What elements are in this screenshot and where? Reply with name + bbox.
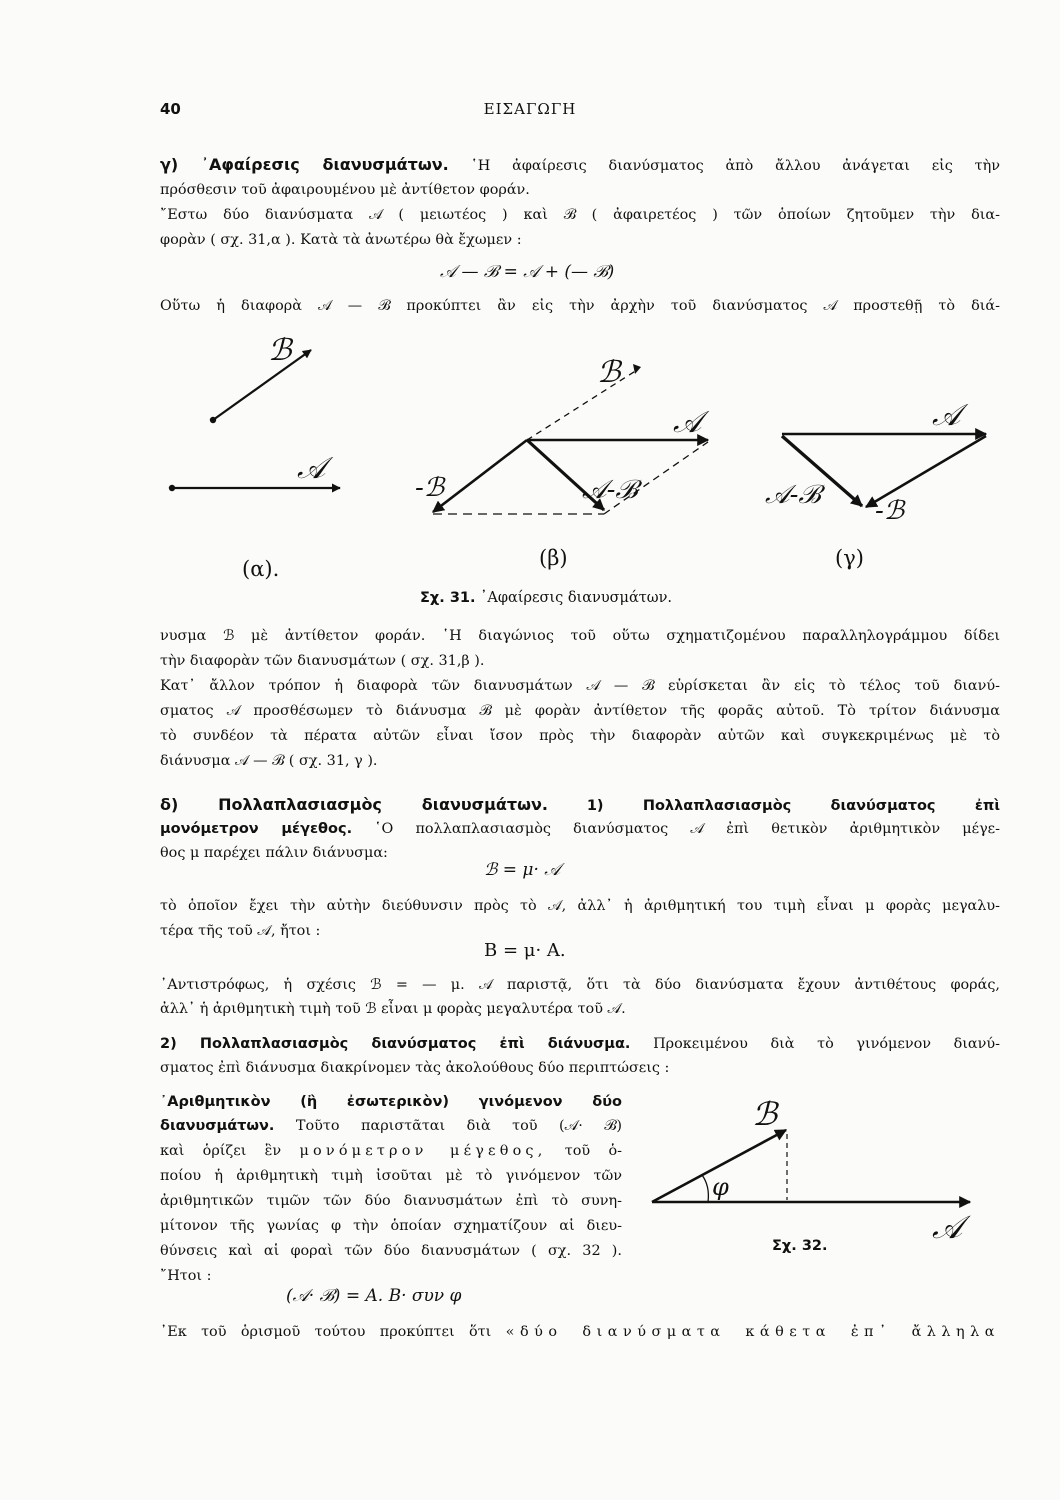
section-d-heading: δ) Πολλαπλασιασμὸς διανυσμάτων. — [160, 795, 548, 814]
equation-magnitude: B = μ· A. — [484, 940, 566, 961]
figure-32-caption-number: Σχ. 32. — [772, 1238, 828, 1254]
equation-scalar-multiple: ℬ = μ· 𝒜 — [484, 860, 561, 880]
section-d-sub1-heading-a: 1) Πολλαπλασιασμὸς διανύσματος ἐπὶ — [586, 798, 1001, 814]
section-d-sub2-heading: 2) Πολλαπλασιασμὸς διανύσματος ἐπὶ διάνυσμα. — [160, 1036, 631, 1052]
spaced-text: μονόμετρον μέγεθος, — [299, 1143, 547, 1159]
scalar-line-3 — [160, 1141, 622, 1161]
section-d-line-5: τέρα τῆς τοῦ 𝒜, ἤτοι : — [160, 923, 321, 939]
equation-subtraction: 𝒜 — ℬ = 𝒜 + (— ℬ) — [440, 262, 615, 282]
scalar-product-heading-a: ᾿Αριθμητικὸν (ἢ ἐσωτερικὸν) γινόμενον δύο — [160, 1094, 622, 1110]
section-c-line-2: πρόσθεσιν τοῦ ἀφαιρουμένου μὲ ἀντίθετον φοράν. — [160, 182, 530, 198]
fig31c-label-minus-B: -ℬ — [875, 496, 905, 526]
section-c-line-3: ῎Εστω δύο διανύσματα 𝒜 ( μειωτέος ) καὶ ℬ ( ἀφαιρετέος ) τῶν ὁποίων ζητοῦμεν τὴν δια- — [160, 207, 1000, 223]
fig31a-vector-B — [213, 350, 311, 420]
text-span: ῾Ο πολλαπλασιασμὸς διανύσματος 𝒜 ἐπὶ θετικὸν ἀριθμητικὸν μέγε- — [374, 821, 1000, 837]
page-number: 40 — [160, 100, 181, 118]
after-fig31-line-4: σματος 𝒜 προσθέσωμεν τὸ διάνυσμα ℬ μὲ φορὰν ἀντίθετον τῆς φορᾶς αὐτοῦ. Τὸ τρίτον διάνυσμα — [160, 703, 1000, 719]
section-d-line-8 — [160, 1034, 1000, 1054]
after-fig31-line-3: Κατ᾿ ἄλλον τρόπον ἡ διαφορὰ τῶν διανυσμάτων 𝒜 — ℬ εὑρίσκεται ἂν εἰς τὸ τέλος τοῦ διανύ- — [160, 678, 1000, 694]
figure-31-caption-text: ᾿Αφαίρεσις διανυσμάτων. — [480, 590, 673, 606]
fig31a-label-A: 𝒜 — [297, 451, 326, 486]
figure-32-caption — [772, 1238, 828, 1254]
after-fig31-line-2: τὴν διαφορὰν τῶν διανυσμάτων ( σχ. 31,β ). — [160, 653, 485, 669]
figure-31 — [0, 330, 1060, 600]
fig31a-label-B: ℬ — [268, 333, 292, 368]
section-c-line-4: φορὰν ( σχ. 31,α ). Κατὰ τὰ ἀνωτέρω θὰ ἔχωμεν : — [160, 232, 522, 248]
spaced-text: «δύο διανύσματα κάθετα ἐπ᾿ ἄλληλα — [505, 1324, 1001, 1340]
text-span: τοῦ ὁ- — [564, 1143, 623, 1159]
fig31c-label-A-minus-B: 𝒜-ℬ — [765, 480, 821, 510]
section-d-line-2 — [160, 819, 1000, 839]
after-fig31-line-6: διάνυσμα 𝒜 — ℬ ( σχ. 31, γ ). — [160, 753, 378, 769]
section-d-line-6: ᾿Αντιστρόφως, ἡ σχέσις ℬ = — μ. 𝒜 παριστᾷ, ὅτι τὰ δύο διανύσματα ἔχουν ἀντιθέτους φοράς, — [160, 977, 1000, 993]
scalar-line-8: ῎Ητοι : — [160, 1268, 212, 1284]
figure-31-caption-number: Σχ. 31. — [420, 590, 476, 606]
after-fig31-line-1: νυσμα ℬ μὲ ἀντίθετον φοράν. ῾Η διαγώνιος τοῦ οὕτω σχηματιζομένου παραλληλογράμμου δίδει — [160, 628, 1000, 644]
scalar-product-heading-b: διανυσμάτων. — [160, 1118, 275, 1134]
scalar-line-4: ποίου ἡ ἀριθμητικὴ τιμὴ ἰσοῦται μὲ τὸ γινόμενον τῶν — [160, 1168, 622, 1184]
fig32-label-B: ℬ — [752, 1095, 778, 1133]
running-title: ΕΙΣΑΓΩΓΗ — [483, 100, 577, 118]
fig32-angle-arc — [702, 1175, 708, 1202]
scalar-line-1 — [160, 1092, 622, 1112]
text-span: Προκειμένου διὰ τὸ γινόμενον διανύ- — [653, 1036, 1001, 1052]
text-span: ᾿Εκ τοῦ ὁρισμοῦ τούτου προκύπτει ὅτι — [160, 1324, 492, 1340]
equation-dot-product: (𝒜· ℬ) = A. B· συν φ — [286, 1286, 462, 1306]
scalar-line-6: μίτονον τῆς γωνίας φ τὴν ὁποίαν σχηματίζουν αἱ διευ- — [160, 1218, 622, 1234]
section-c-heading: γ) ᾿Αφαίρεσις διανυσμάτων. — [160, 155, 449, 174]
text-span: καὶ ὁρίζει ἓν — [160, 1143, 282, 1159]
figure-31-caption — [420, 590, 672, 606]
section-d-line-3: θος μ παρέχει πάλιν διάνυσμα: — [160, 845, 388, 861]
panel-label-gamma: (γ) — [835, 546, 864, 570]
scalar-line-7: θύνσεις καὶ αἱ φοραὶ τῶν δύο διανυσμάτων ( σχ. 32 ). — [160, 1243, 622, 1259]
section-d-line-1 — [160, 795, 1000, 816]
section-c-line-5: Οὕτω ἡ διαφορὰ 𝒜 — ℬ προκύπτει ἂν εἰς τὴν ἀρχὴν τοῦ διανύσματος 𝒜 προστεθῇ τὸ διά- — [160, 298, 1000, 314]
text-span: ῾Η ἀφαίρεσις διανύσματος ἀπὸ ἄλλου ἀνάγεται εἰς τὴν — [470, 158, 1000, 174]
text-span: Τοῦτο παριστᾶται διὰ τοῦ (𝒜· ℬ) — [295, 1118, 623, 1134]
fig31b-label-B: ℬ — [597, 355, 621, 390]
section-d-line-4: τὸ ὁποῖον ἔχει τὴν αὐτὴν διεύθυνσιν πρὸς τὸ 𝒜, ἀλλ᾿ ἡ ἀριθμητική του τιμὴ εἶναι μ φορὰς μεγαλυ- — [160, 898, 1000, 914]
after-fig31-line-5: τὸ συνδέον τὰ πέρατα αὐτῶν εἶναι ἴσον πρὸς τὴν διαφορὰν αὐτῶν καὶ συγκεκριμένως μὲ τὸ — [160, 728, 1000, 744]
fig32-label-A: 𝒜 — [932, 1208, 963, 1246]
section-c-line-1 — [160, 155, 1000, 176]
section-d-line-7: ἀλλ᾿ ἡ ἀριθμητικὴ τιμὴ τοῦ ℬ εἶναι μ φορὰς μεγαλυτέρα τοῦ 𝒜. — [160, 1001, 626, 1017]
section-d-line-9: σματος ἐπὶ διάνυσμα διακρίνομεν τὰς ἀκολούθους δύο περιπτώσεις : — [160, 1060, 670, 1076]
fig31b-label-A: 𝒜 — [673, 405, 702, 440]
scalar-line-5: ἀριθμητικῶν τιμῶν τῶν δύο διανυσμάτων ἐπὶ τὸ συνη- — [160, 1193, 622, 1209]
fig31b-vector-minus-B — [433, 440, 527, 512]
panel-label-alpha: (α). — [242, 557, 280, 581]
fig32-label-phi: φ — [712, 1173, 729, 1201]
fig31c-label-A: 𝒜 — [932, 398, 961, 433]
fig31b-label-minus-B: -ℬ — [415, 473, 445, 503]
scalar-line-9 — [160, 1322, 1000, 1342]
panel-label-beta: (β) — [539, 546, 568, 570]
section-d-sub1-heading-b: μονόμετρον μέγεθος. — [160, 821, 353, 837]
scalar-line-2 — [160, 1116, 622, 1136]
fig31b-label-A-minus-B: 𝒜-ℬ — [582, 475, 638, 505]
